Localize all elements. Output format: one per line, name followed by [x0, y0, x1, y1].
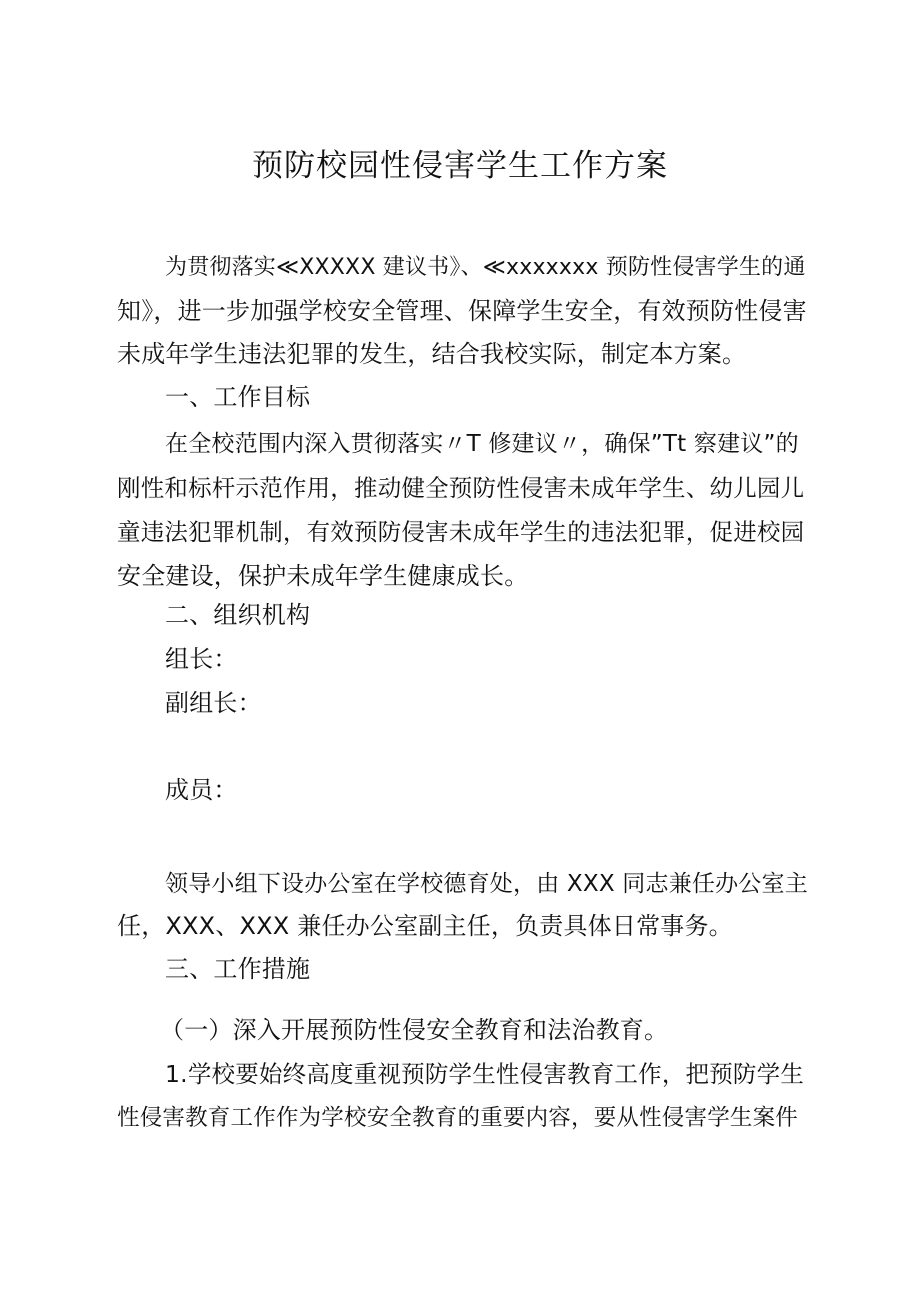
measure-line-1: 1.学校要始终高度重视预防学生性侵害教育工作，把预防学生 [165, 1060, 805, 1088]
goal-line-3: 童违法犯罪机制，有效预防侵害未成年学生的违法犯罪，促进校园 [117, 518, 805, 546]
goal-line-4: 安全建设，保护未成年学生健康成长。 [117, 562, 529, 590]
subsection-heading-education: （一）深入开展预防性侵安全教育和法治教育。 [160, 1016, 669, 1044]
deputy-leader-label: 副组长： [165, 689, 262, 717]
office-line-2: 任，XXX、XXX 兼任办公室副主任，负责具体日常事务。 [117, 912, 733, 940]
section-heading-measures: 三、工作措施 [165, 955, 311, 983]
goal-line-2: 刚性和标杆示范作用，推动健全预防性侵害未成年学生、幼儿园儿 [117, 474, 805, 502]
goal-line-1: 在全校范围内深入贯彻落实〃T 修建议〃，确保”Tt 察建议”的 [165, 431, 799, 457]
intro-line-1: 为贯彻落实≪XXXXX 建议书》、≪xxxxxxx 预防性侵害学生的通 [165, 255, 806, 280]
section-heading-goals: 一、工作目标 [165, 383, 311, 411]
document-title: 预防校园性侵害学生工作方案 [252, 148, 668, 184]
section-heading-organization: 二、组织机构 [165, 601, 311, 629]
office-line-1: 领导小组下设办公室在学校德育处，由 XXX 同志兼任办公室主 [165, 871, 808, 897]
leader-label: 组长： [165, 645, 238, 673]
measure-line-2: 性侵害教育工作作为学校安全教育的重要内容，要从性侵害学生案件 [117, 1105, 799, 1131]
intro-line-2: 知》，进一步加强学校安全管理、保障学生安全，有效预防性侵害 [117, 297, 807, 325]
intro-line-3: 未成年学生违法犯罪的发生，结合我校实际，制定本方案。 [117, 340, 747, 368]
members-label: 成员： [165, 776, 238, 804]
